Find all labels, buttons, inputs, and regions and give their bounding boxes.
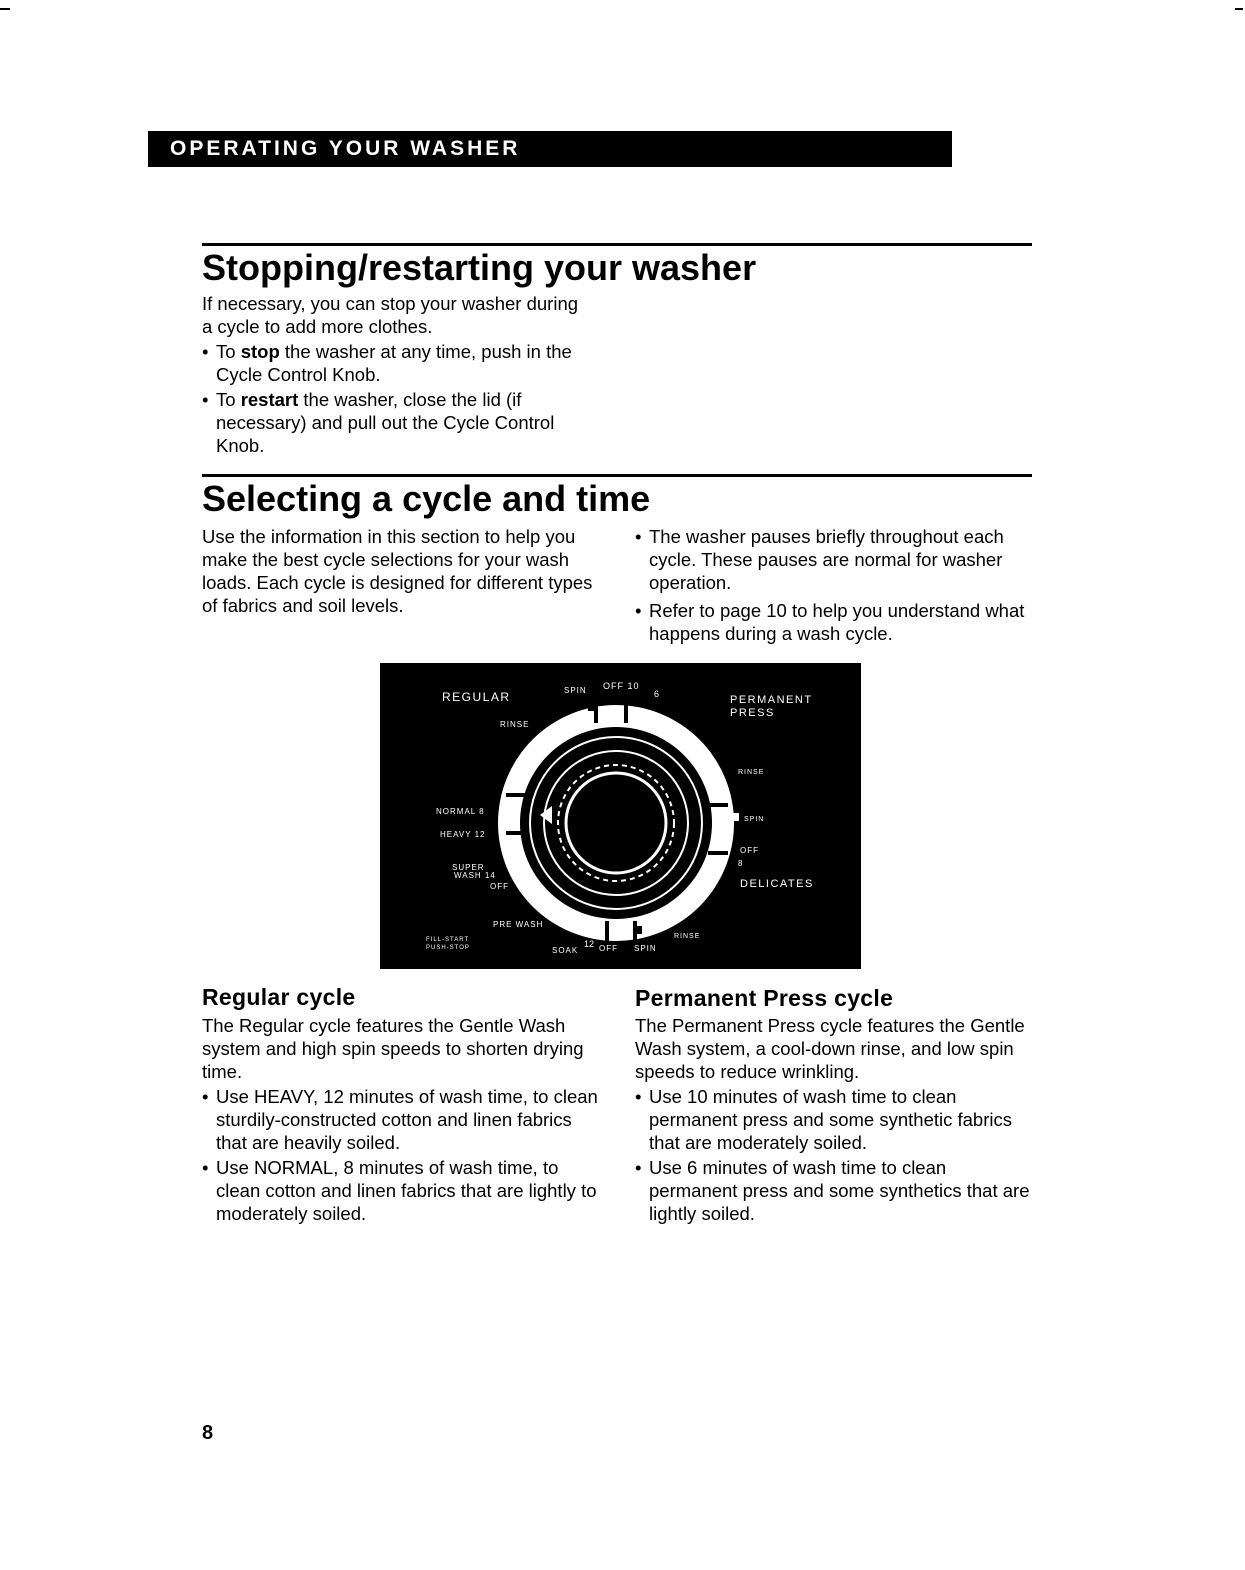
label-spin-top: SPIN <box>564 686 587 695</box>
stop-bullet <box>202 340 582 386</box>
permanent-press-title: Permanent Press cycle <box>635 985 894 1011</box>
selecting-intro-block <box>202 525 597 617</box>
list-item: • Use 6 minutes of wash time to clean permanent press and some synthetics that are lightly soiled. <box>635 1156 1035 1225</box>
list-item: • Use 10 minutes of wash time to clean permanent press and some synthetic fabrics that are moderately soiled. <box>635 1085 1035 1154</box>
section-banner: OPERATING YOUR WASHER <box>148 131 952 167</box>
permanent-press-intro: The Permanent Press cycle features the Gentle Wash system, a cool-down rinse, and low spin speeds to reduce wrinkling. <box>635 1015 1025 1082</box>
label-super: SUPER <box>452 863 485 872</box>
scan-mark <box>1235 8 1243 10</box>
indicator-mark <box>588 703 594 711</box>
cycle-dial-figure <box>380 663 861 969</box>
permanent-press-text <box>635 1014 1035 1225</box>
indicator-mark <box>636 926 642 934</box>
restart-bullet <box>202 388 582 457</box>
regular-cycle-list <box>202 1085 607 1225</box>
label-heavy: HEAVY 12 <box>440 830 486 839</box>
label-spin-bottom: SPIN <box>634 944 657 953</box>
label-off-bottom: OFF <box>599 944 618 953</box>
regular-cycle-text <box>202 1014 607 1225</box>
label-off: OFF <box>490 882 509 891</box>
section-rule <box>202 474 1032 477</box>
label-off-right: OFF <box>740 846 759 855</box>
label-rinse-right: RINSE <box>738 769 765 776</box>
stopping-text <box>202 292 582 457</box>
regular-cycle-title: Regular cycle <box>202 984 356 1010</box>
selecting-intro: Use the information in this section to help you make the best cycle selections for your wash loads. Each cycle is designed for different types of fabrics and soil levels. <box>202 526 593 616</box>
label-rinse-bottom: RINSE <box>674 933 701 940</box>
stopping-title: Stopping/restarting your washer <box>202 247 757 288</box>
list-item: • Use HEAVY, 12 minutes of wash time, to clean sturdily-constructed cotton and linen fabrics that are heavily soiled. <box>202 1085 607 1154</box>
bullet-keyword: restart <box>240 389 299 410</box>
label-spin-right: SPIN <box>744 816 765 823</box>
label-regular: REGULAR <box>442 690 511 704</box>
dial-ring-inner <box>520 727 712 919</box>
selecting-title: Selecting a cycle and time <box>202 478 651 519</box>
label-pre-wash: PRE WASH <box>493 920 544 929</box>
label-delicates: DELICATES <box>740 878 814 890</box>
label-off-10: OFF 10 <box>603 681 640 691</box>
label-press: PRESS <box>730 707 775 719</box>
label-soak: SOAK <box>552 946 579 955</box>
page-number: 8 <box>202 1422 214 1444</box>
selecting-list <box>635 525 1030 645</box>
label-wash-14: WASH 14 <box>454 871 496 880</box>
label-normal: NORMAL 8 <box>436 807 485 816</box>
scan-mark <box>0 8 10 10</box>
bullet-text: the washer, close the lid (if necessary) and pull out the Cycle Control Knob. <box>216 389 555 456</box>
list-item: • The washer pauses briefly throughout each cycle. These pauses are normal for washer operation. <box>635 525 1030 594</box>
list-item: • Use NORMAL, 8 minutes of wash time, to clean cotton and linen fabrics that are lightly to moderately soiled. <box>202 1156 607 1225</box>
bullet-text: the washer at any time, push in the Cycle Control Knob. <box>216 341 572 385</box>
label-permanent: PERMANENT <box>730 694 813 706</box>
label-push-stop: PUSH-STOP <box>426 945 470 951</box>
regular-cycle-intro: The Regular cycle features the Gentle Wash system and high spin speeds to shorten drying time. <box>202 1015 584 1082</box>
list-item: • Refer to page 10 to help you understand what happens during a wash cycle. <box>635 599 1030 645</box>
label-12: 12 <box>584 939 595 949</box>
cycle-dial-illustration <box>380 663 861 969</box>
bullet-keyword: stop <box>240 341 280 362</box>
indicator-mark <box>733 813 739 821</box>
stopping-intro: If necessary, you can stop your washer during a cycle to add more clothes. <box>202 293 579 337</box>
stopping-list <box>202 340 582 457</box>
label-rinse: RINSE <box>500 720 530 729</box>
bullet-text: To <box>216 341 241 362</box>
label-fill-start: FILL-START <box>426 937 470 943</box>
label-8: 8 <box>738 859 743 868</box>
selecting-bullets-block <box>635 523 1030 645</box>
bullet-text: To <box>216 389 241 410</box>
label-6: 6 <box>654 689 660 699</box>
permanent-press-list <box>635 1085 1035 1225</box>
section-rule <box>202 243 1032 246</box>
